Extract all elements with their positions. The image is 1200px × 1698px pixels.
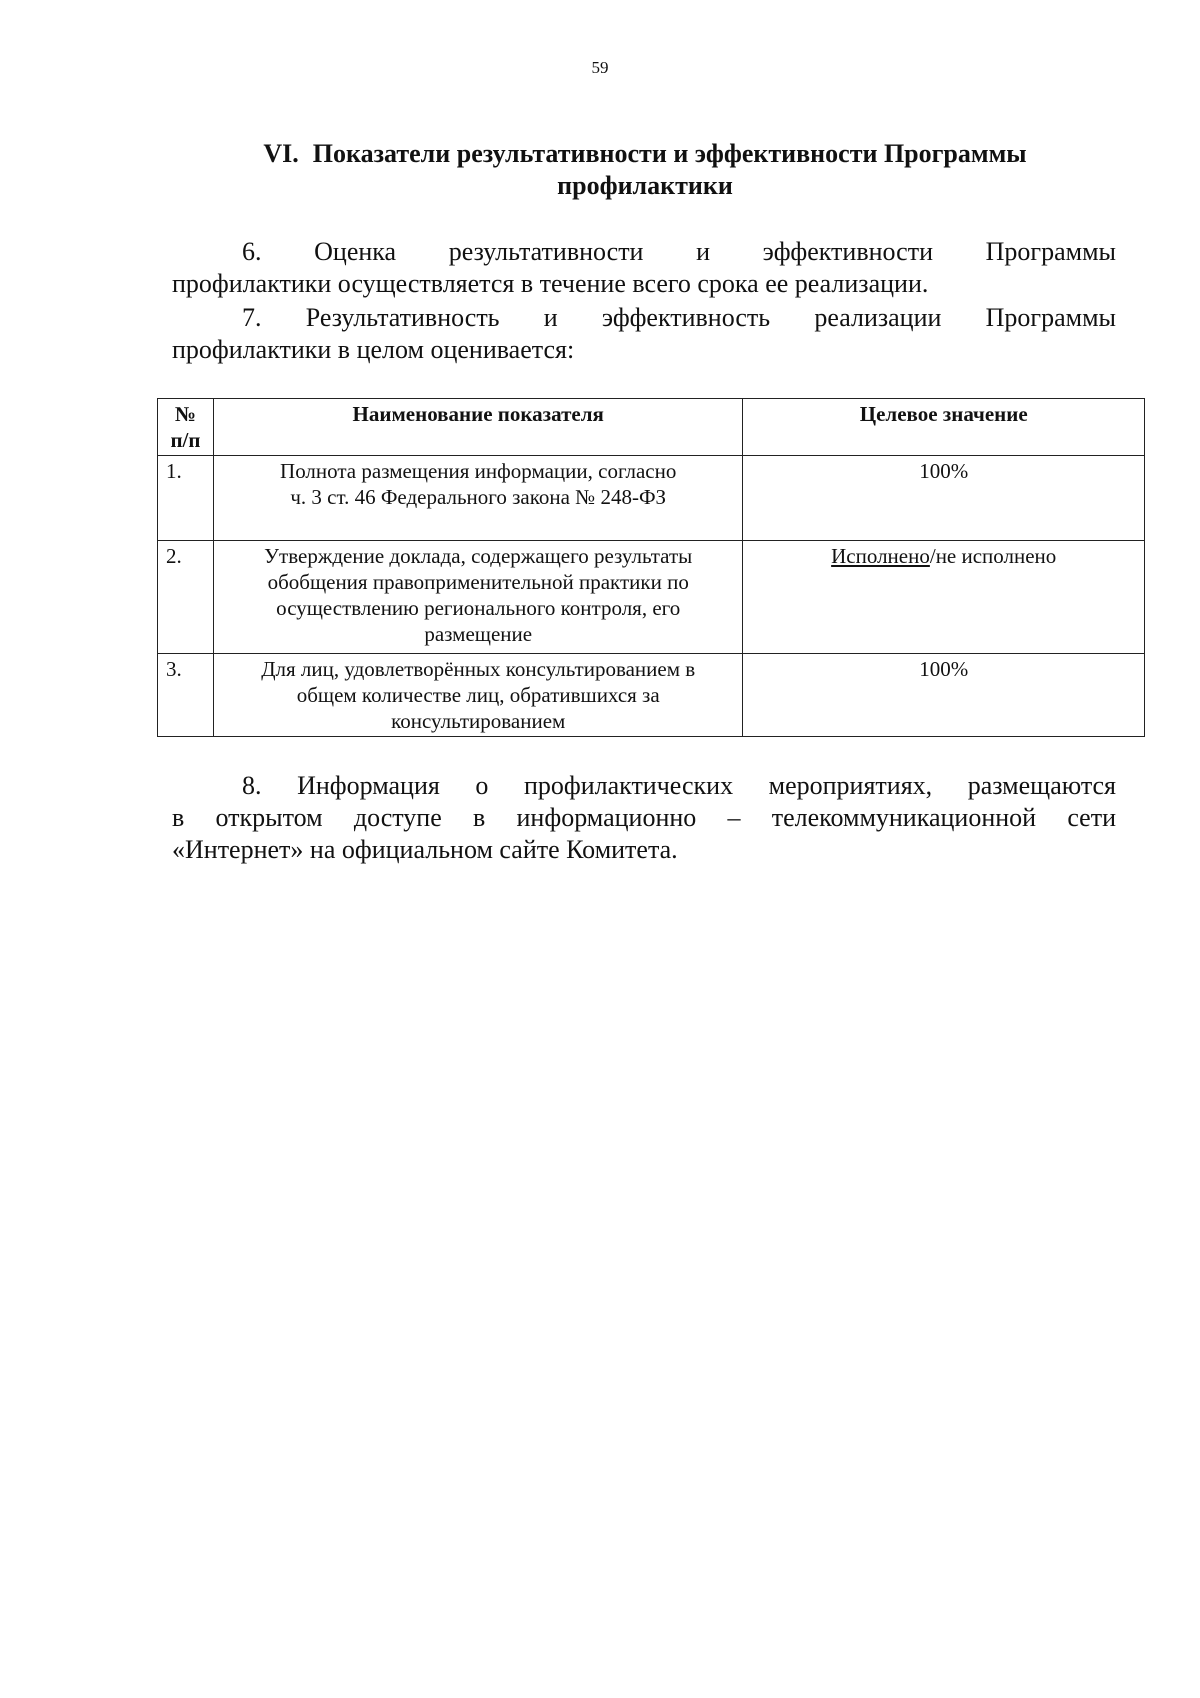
target-value [743,541,1145,654]
indicator-name-line: осуществлению регионального контроля, его [276,596,681,620]
paragraph-6-line-2: профилактики осуществляется в течение всего срока ее реализации. [172,269,929,298]
paragraph-8 [172,770,1116,866]
header-target-value: Целевое значение [743,399,1145,456]
section-title-text: Показатели результативности и эффективности Программы [312,139,1027,168]
indicator-name-line: Полнота размещения информации, согласно [280,459,677,483]
target-value: 100% [743,654,1145,737]
paragraph-7-line-1: 7. Результативность и эффективность реализации Программы [242,303,1116,332]
indicator-name-line: ч. 3 ст. 46 Федерального закона № 248-ФЗ [290,485,667,509]
paragraph-8-line-1: 8. Информация о профилактических мероприятиях, размещаются [242,771,1116,800]
paragraph-6-line-1: 6. Оценка результативности и эффективности Программы [242,237,1116,266]
table-row [158,456,1145,541]
table-row [158,654,1145,737]
header-number-line-1: № [174,402,197,426]
section-title-line-2: профилактики [557,171,733,200]
indicator-name-line: Для лиц, удовлетворённых консультированием в [261,657,696,681]
indicator-name [213,541,742,654]
paragraph-7 [172,302,1116,366]
indicators-table [157,398,1145,737]
table-header-row [158,399,1145,456]
section-roman-numeral: VI. [263,139,299,168]
section-title-line-1 [170,138,1120,170]
header-number [158,399,214,456]
indicator-name-line: общем количестве лиц, обратившихся за [296,683,660,707]
row-number: 3. [158,654,214,737]
row-number: 1. [158,456,214,541]
target-value-underlined: Исполнено [831,544,930,568]
paragraph-8-line-3: «Интернет» на официальном сайте Комитета. [172,835,678,864]
indicator-name-line: размещение [424,622,533,646]
header-indicator-name: Наименование показателя [213,399,742,456]
target-value: 100% [743,456,1145,541]
section-title [170,138,1120,202]
target-value-rest: /не исполнено [929,544,1057,568]
indicator-name-line: консультированием [391,709,566,733]
indicator-name [213,654,742,737]
row-number: 2. [158,541,214,654]
page-number: 59 [591,58,609,77]
paragraph-6 [172,236,1116,300]
indicator-name [213,456,742,541]
paragraph-7-line-2: профилактики в целом оценивается: [172,335,575,364]
paragraph-8-line-2: в открытом доступе в информационно – телекоммуникационной сети [172,803,1116,832]
header-number-line-2: п/п [170,428,201,452]
table-row [158,541,1145,654]
indicator-name-line: обобщения правоприменительной практики по [267,570,689,594]
indicator-name-line: Утверждение доклада, содержащего результаты [264,544,693,568]
